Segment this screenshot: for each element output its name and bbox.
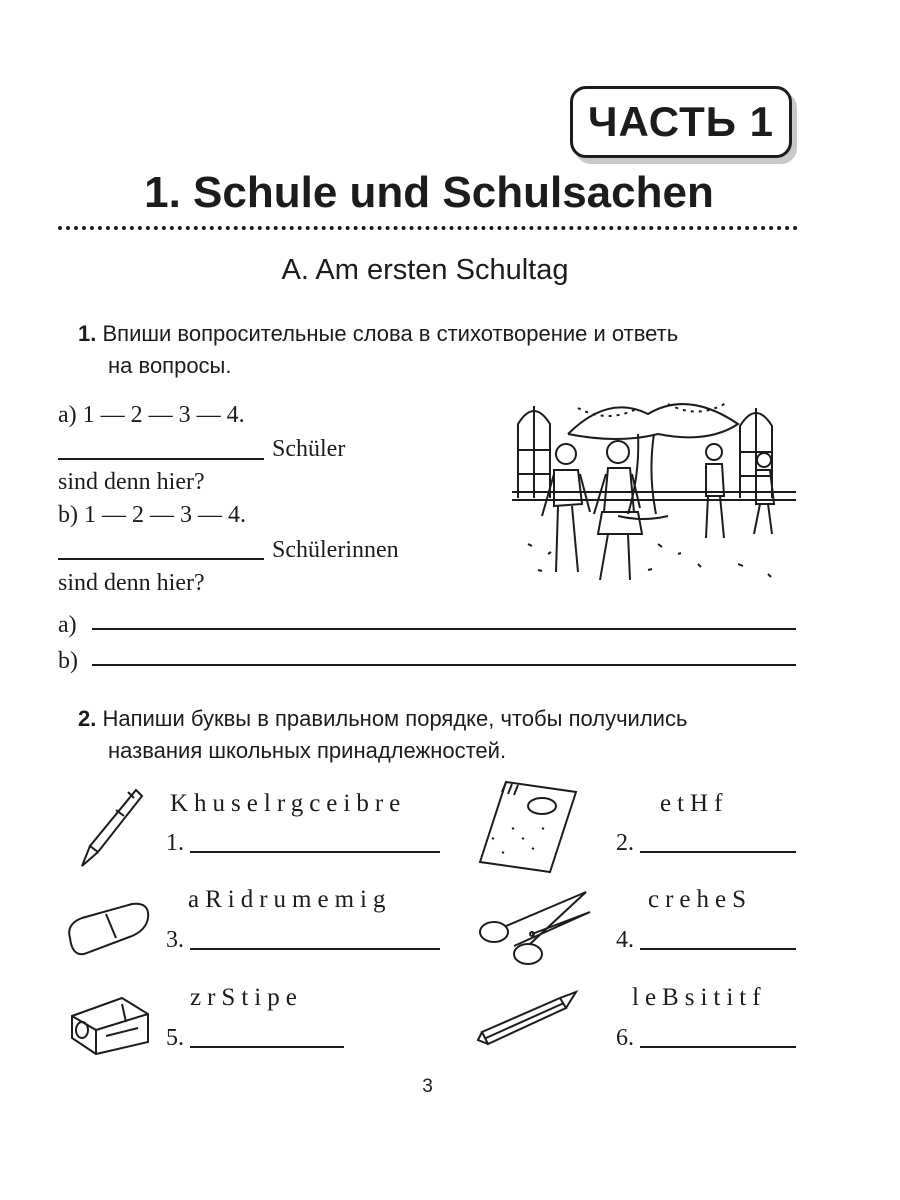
item-number-6: 6. (616, 1025, 634, 1051)
answer-line-4[interactable] (640, 948, 796, 950)
answer-line-3[interactable] (190, 948, 440, 950)
scrambled-word-6: leBsititf (632, 984, 767, 1011)
answer-line-2[interactable] (640, 851, 796, 853)
schoolyard-illustration (508, 394, 800, 594)
answer-a-line[interactable] (92, 628, 796, 630)
answer-b-line[interactable] (92, 664, 796, 666)
eraser-icon (62, 898, 154, 960)
poem-b-word: Schülerinnen (272, 537, 399, 563)
scrambled-word-5: zrStipe (190, 984, 303, 1011)
pencil-icon (476, 986, 580, 1050)
answer-line-6[interactable] (640, 1046, 796, 1048)
answer-line-5[interactable] (190, 1046, 344, 1048)
task1-instruction (78, 318, 678, 349)
sharpener-icon (66, 986, 156, 1058)
scrambled-word-3: aRidrumemig (188, 886, 392, 913)
answer-a-label: a) (58, 612, 77, 638)
task2-instruction-line2: названия школьных принадлежностей. (108, 738, 507, 763)
part-label-badge (570, 86, 792, 158)
item-number-3: 3. (166, 927, 184, 953)
scissors-icon (474, 888, 596, 976)
notebook-icon (472, 778, 582, 876)
pen-icon (76, 786, 148, 870)
scrambled-word-4: creheS (648, 886, 753, 913)
task2-number: 2. (78, 706, 97, 731)
poem-a-blank[interactable] (58, 458, 264, 460)
chapter-title: 1. Schule und Schulsachen (144, 168, 714, 217)
poem-a-word: Schüler (272, 436, 346, 462)
answer-b-label: b) (58, 648, 78, 674)
part-label: ЧАСТЬ 1 (588, 98, 774, 145)
task1-instruction-line1: Впиши вопросительные слова в стихотворение и ответь (102, 321, 679, 346)
poem-b-blank[interactable] (58, 558, 264, 560)
task2-instruction (78, 703, 687, 734)
item-number-1: 1. (166, 830, 184, 856)
task1-number: 1. (78, 321, 97, 346)
item-number-4: 4. (616, 927, 634, 953)
task2-instruction-line1: Напиши буквы в правильном порядке, чтобы получились (102, 706, 688, 731)
task1-instruction-line2: на вопросы. (108, 353, 232, 378)
scrambled-word-1: Khuselrgceibre (170, 790, 407, 817)
page-number: 3 (422, 1076, 433, 1097)
poem-a-counting: a) 1 — 2 — 3 — 4. (58, 402, 245, 428)
dotted-divider (58, 226, 798, 230)
poem-b-counting: b) 1 — 2 — 3 — 4. (58, 502, 246, 528)
item-number-5: 5. (166, 1025, 184, 1051)
section-title: A. Am ersten Schultag (281, 254, 569, 286)
scrambled-word-2: etHf (660, 790, 729, 817)
answer-line-1[interactable] (190, 851, 440, 853)
poem-a-end: sind denn hier? (58, 469, 205, 495)
poem-b-end: sind denn hier? (58, 570, 205, 596)
item-number-2: 2. (616, 830, 634, 856)
